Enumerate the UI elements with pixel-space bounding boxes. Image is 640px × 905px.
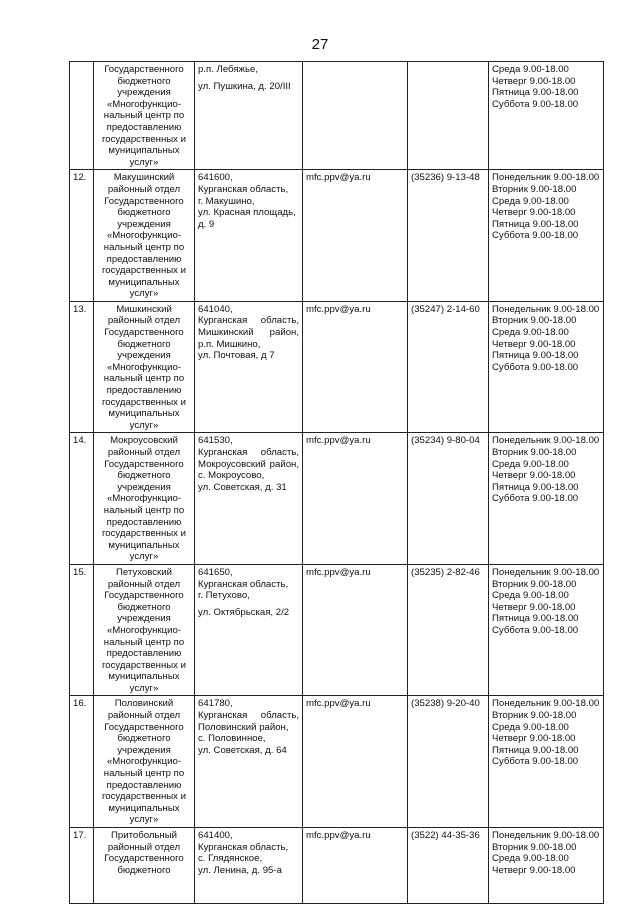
office-name-line: услуг» [129,288,159,300]
office-name-cell [94,564,195,696]
mfc-offices-table [69,61,604,904]
office-name-line: муниципальных [108,539,180,551]
working-hours-line: Вторник 9.00-18.00 [492,183,577,195]
address-line: Курганская область, [198,841,289,853]
office-name-line: предоставлению [106,648,182,660]
working-hours-cell [489,828,604,904]
table-row [70,433,604,565]
address-line: ул. Пушкина, д. 20/III [198,80,291,92]
phone-cell: (3522) 44-35-36 [408,828,489,904]
table-row [70,696,604,828]
office-name-cell [94,170,195,302]
office-name-line: муниципальных [108,671,180,683]
row-number: 17. [70,828,94,904]
office-name-line: бюджетного [117,75,171,87]
office-name-line: Мокроусовский [110,435,178,447]
working-hours-line: Пятница 9.00-18.00 [492,218,579,230]
working-hours-line: Четверг 9.00-18.00 [492,207,576,219]
office-name-line: муниципальных [108,408,180,420]
office-name-line: предоставлению [106,779,182,791]
table-row [70,828,604,904]
office-name-line: Макушинский [113,172,175,184]
working-hours-line: Среда 9.00-18.00 [492,327,569,339]
office-name-cell [94,696,195,828]
working-hours-cell [489,62,604,170]
address-line: Мишкинский район, [198,327,299,339]
office-name-line: Половинский [114,698,174,710]
working-hours-line: Суббота 9.00-18.00 [492,756,579,768]
office-name-line: «Многофункцио- [106,624,182,636]
office-name-line: бюджетного [117,470,171,482]
office-name-line: муниципальных [108,276,180,288]
address-line: ул. Советская, д. 31 [198,481,287,493]
working-hours-line: Понедельник 9.00-18.00 [492,303,600,315]
working-hours-line: Суббота 9.00-18.00 [492,98,579,110]
email-cell: mfc.ppv@ya.ru [303,828,408,904]
working-hours-line: Среда 9.00-18.00 [492,195,569,207]
office-name-line: районный отдел [107,315,181,327]
address-line: с. Мокроусово, [198,470,265,482]
working-hours-line: Пятница 9.00-18.00 [492,481,579,493]
office-name-line: «Многофункцио- [106,98,182,110]
row-number: 13. [70,301,94,433]
address-line: д. 9 [198,218,215,230]
row-number [70,62,94,170]
address-line: р.п. Мишкино, [198,338,261,350]
row-number: 16. [70,696,94,828]
office-name-line: предоставлению [106,516,182,528]
address-line: Курганская область, [198,183,289,195]
phone-cell: (35238) 9-20-40 [408,696,489,828]
office-name-line: государственных и [102,659,186,671]
office-name-line: услуг» [129,814,159,826]
address-line: г. Макушино, [198,195,255,207]
row-number: 14. [70,433,94,565]
office-name-cell [94,828,195,904]
office-name-line: Государственного [104,195,184,207]
email-cell [303,62,408,170]
address-line: ул. Октябрьская, 2/2 [198,606,290,618]
office-name-line: нальный центр по [103,504,185,516]
office-name-line: бюджетного [117,864,171,876]
office-name-line: Государственного [104,721,184,733]
working-hours-line: Четверг 9.00-18.00 [492,733,576,745]
office-name-line: Государственного [104,64,184,75]
office-name-line: государственных и [102,265,186,277]
office-name-line: услуг» [129,156,159,168]
address-line: 641650, [198,566,233,578]
working-hours-cell [489,301,604,433]
page-number: 27 [311,36,329,53]
address-line: ул. Красная площадь, [198,207,296,219]
office-name-line: предоставлению [106,121,182,133]
address-cell [195,564,303,696]
address-line: ул. Советская, д. 64 [198,744,287,756]
office-name-line: «Многофункцио- [106,493,182,505]
office-name-line: муниципальных [108,802,180,814]
working-hours-cell [489,696,604,828]
address-line: ул. Почтовая, д 7 [198,350,275,362]
office-name-line: бюджетного [117,601,171,613]
working-hours-line: Среда 9.00-18.00 [492,458,569,470]
office-name-line: Государственного [104,590,184,602]
address-line: р.п. Лебяжье, [198,64,258,75]
office-name-line: учреждения [117,218,171,230]
office-name-line: «Многофункцио- [106,361,182,373]
working-hours-line: Вторник 9.00-18.00 [492,841,577,853]
office-name-line: Государственного [104,853,184,865]
address-line: 641780, [198,698,233,710]
row-number: 15. [70,564,94,696]
address-line: Курганская область, [198,447,299,458]
office-name-line: муниципальных [108,145,180,157]
address-line: г. Петухово, [198,590,250,602]
office-name-line: государственных и [102,528,186,540]
working-hours-line: Четверг 9.00-18.00 [492,470,576,482]
working-hours-line: Среда 9.00-18.00 [492,590,569,602]
office-name-line: государственных и [102,791,186,803]
table-row [70,170,604,302]
phone-cell: (35247) 2-14-60 [408,301,489,433]
address-line: Половинский район, [198,721,289,733]
working-hours-line: Вторник 9.00-18.00 [492,315,577,327]
office-name-cell [94,433,195,565]
working-hours-line: Четверг 9.00-18.00 [492,75,576,87]
office-name-line: Государственного [104,458,184,470]
working-hours-line: Пятница 9.00-18.00 [492,350,579,362]
office-name-line: услуг» [129,551,159,563]
working-hours-line: Понедельник 9.00-18.00 [492,830,600,841]
office-name-line: нальный центр по [103,110,185,122]
working-hours-line: Понедельник 9.00-18.00 [492,172,600,184]
table-row [70,301,604,433]
office-name-cell [94,62,195,170]
phone-cell [408,62,489,170]
office-name-line: государственных и [102,396,186,408]
address-line: 641400, [198,830,233,841]
working-hours-line: Пятница 9.00-18.00 [492,87,579,99]
office-name-line: бюджетного [117,733,171,745]
office-name-line: предоставлению [106,385,182,397]
working-hours-line: Среда 9.00-18.00 [492,853,569,865]
phone-cell: (35234) 9-80-04 [408,433,489,565]
office-name-line: бюджетного [117,338,171,350]
office-name-line: нальный центр по [103,373,185,385]
address-line: 641530, [198,435,233,447]
office-name-line: услуг» [129,682,159,694]
address-line: Курганская область, [198,710,299,722]
office-name-line: Государственного [104,327,184,339]
table-row [70,62,604,170]
address-cell [195,301,303,433]
working-hours-line: Вторник 9.00-18.00 [492,578,577,590]
address-cell [195,170,303,302]
office-name-line: нальный центр по [103,636,185,648]
address-cell [195,828,303,904]
office-name-line: Мишкинский [116,303,172,315]
address-line: 641040, [198,303,233,315]
working-hours-line: Суббота 9.00-18.00 [492,624,579,636]
row-number: 12. [70,170,94,302]
phone-cell: (35235) 2-82-46 [408,564,489,696]
office-name-line: районный отдел [107,447,181,458]
office-name-line: бюджетного [117,207,171,219]
office-name-line: государственных и [102,133,186,145]
working-hours-line: Суббота 9.00-18.00 [492,361,579,373]
office-name-line: учреждения [117,613,171,625]
office-name-line: Притобольный [111,830,177,841]
email-cell: mfc.ppv@ya.ru [303,170,408,302]
working-hours-cell [489,170,604,302]
office-name-line: учреждения [117,744,171,756]
address-line: 641600, [198,172,233,184]
working-hours-line: Суббота 9.00-18.00 [492,493,579,505]
office-name-line: районный отдел [107,710,181,722]
office-name-line: «Многофункцио- [106,230,182,242]
office-name-line: районный отдел [107,841,181,853]
address-line: Курганская область, [198,578,289,590]
email-cell: mfc.ppv@ya.ru [303,696,408,828]
working-hours-cell [489,433,604,565]
office-name-line: нальный центр по [103,768,185,780]
email-cell: mfc.ppv@ya.ru [303,301,408,433]
address-line: с. Глядянское, [198,853,263,865]
address-cell [195,433,303,565]
working-hours-line: Четверг 9.00-18.00 [492,338,576,350]
working-hours-line: Суббота 9.00-18.00 [492,230,579,242]
table-row [70,564,604,696]
address-line: Курганская область, [198,315,299,327]
working-hours-cell [489,564,604,696]
working-hours-line: Понедельник 9.00-18.00 [492,566,600,578]
office-name-line: учреждения [117,350,171,362]
working-hours-line: Вторник 9.00-18.00 [492,710,577,722]
working-hours-line: Четверг 9.00-18.00 [492,864,576,876]
office-name-line: нальный центр по [103,241,185,253]
office-name-line: услуг» [129,419,159,431]
working-hours-line: Понедельник 9.00-18.00 [492,435,600,447]
office-name-line: районный отдел [107,578,181,590]
working-hours-line: Пятница 9.00-18.00 [492,613,579,625]
office-name-cell [94,301,195,433]
working-hours-line: Пятница 9.00-18.00 [492,744,579,756]
address-line: с. Половинное, [198,733,266,745]
working-hours-line: Вторник 9.00-18.00 [492,447,577,458]
email-cell: mfc.ppv@ya.ru [303,433,408,565]
office-name-line: Петуховский [116,566,172,578]
address-line: Мокроусовский район, [198,458,299,470]
working-hours-line: Среда 9.00-18.00 [492,64,569,75]
office-name-line: районный отдел [107,183,181,195]
phone-cell: (35236) 9-13-48 [408,170,489,302]
address-cell [195,62,303,170]
address-line: ул. Ленина, д. 95-а [198,864,282,876]
office-name-line: учреждения [117,481,171,493]
office-name-line: учреждения [117,87,171,99]
email-cell: mfc.ppv@ya.ru [303,564,408,696]
office-name-line: «Многофункцио- [106,756,182,768]
address-cell [195,696,303,828]
working-hours-line: Среда 9.00-18.00 [492,721,569,733]
working-hours-line: Четверг 9.00-18.00 [492,601,576,613]
office-name-line: предоставлению [106,253,182,265]
working-hours-line: Понедельник 9.00-18.00 [492,698,600,710]
